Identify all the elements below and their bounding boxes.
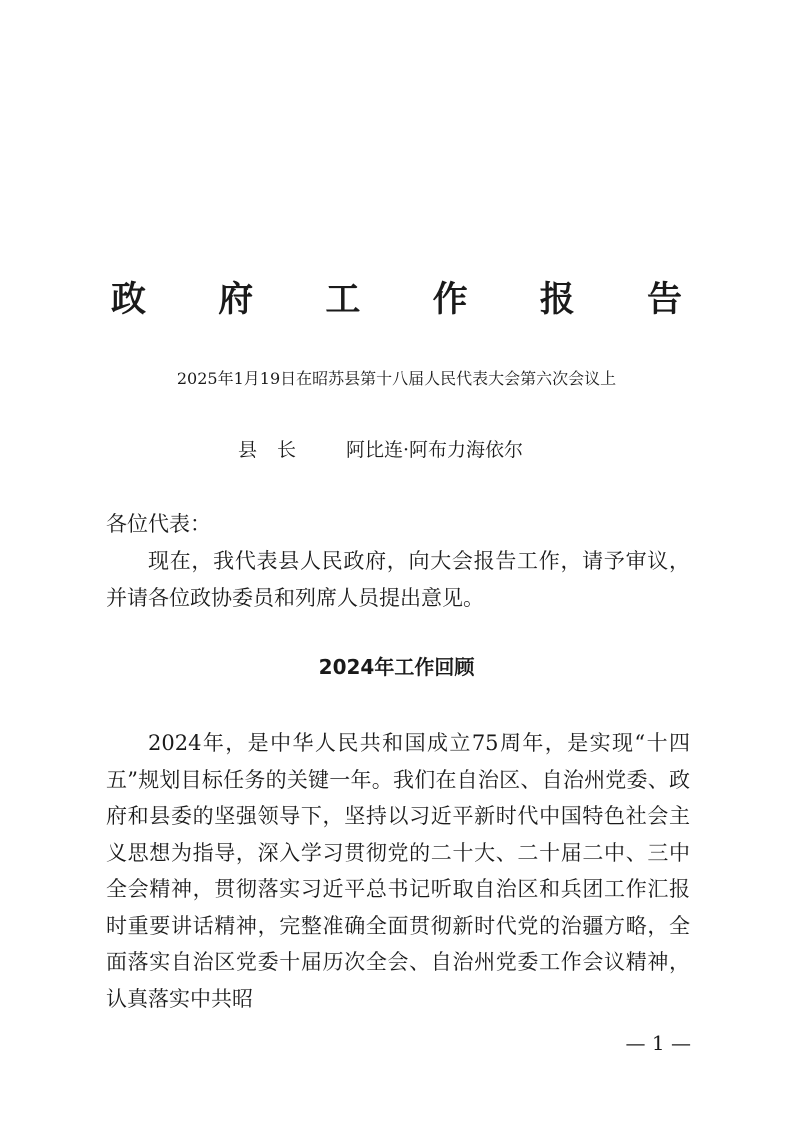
review-paragraph: 2024年，是中华人民共和国成立75周年，是实现“十四五”规划目标任务的关键一年。我们在自治区、自治州党委、政府和县委的坚强领导下，坚持以习近平新时代中国特色社会主义思想为指导，深入学习贯彻党的二十大、二十届二中、三中全会精神，贯彻落实习近平总书记听取自治区和兵团工作汇报时重要讲话精神，完整准确全面贯彻新时代党的治疆方略，全面落实自治区党委十届历次全会、自治州党委工作会议精神，认真落实中共昭	[106, 731, 690, 1011]
speaker-name: 阿比连·阿布力海依尔	[346, 439, 524, 461]
intro-paragraph: 现在，我代表县人民政府，向大会报告工作，请予审议，并请各位政协委员和列席人员提出意见。	[106, 549, 690, 610]
speaker-line	[238, 437, 523, 463]
meeting-info: 2025年1月19日在昭苏县第十八届人民代表大会第六次会议上	[176, 369, 617, 388]
page-number: — 1 —	[625, 1031, 691, 1055]
report-title: 政 府 工 作 报 告	[111, 280, 712, 320]
section-heading: 2024年工作回顾	[318, 655, 475, 679]
speaker-role: 县长	[238, 439, 317, 461]
greeting: 各位代表：	[106, 512, 211, 536]
